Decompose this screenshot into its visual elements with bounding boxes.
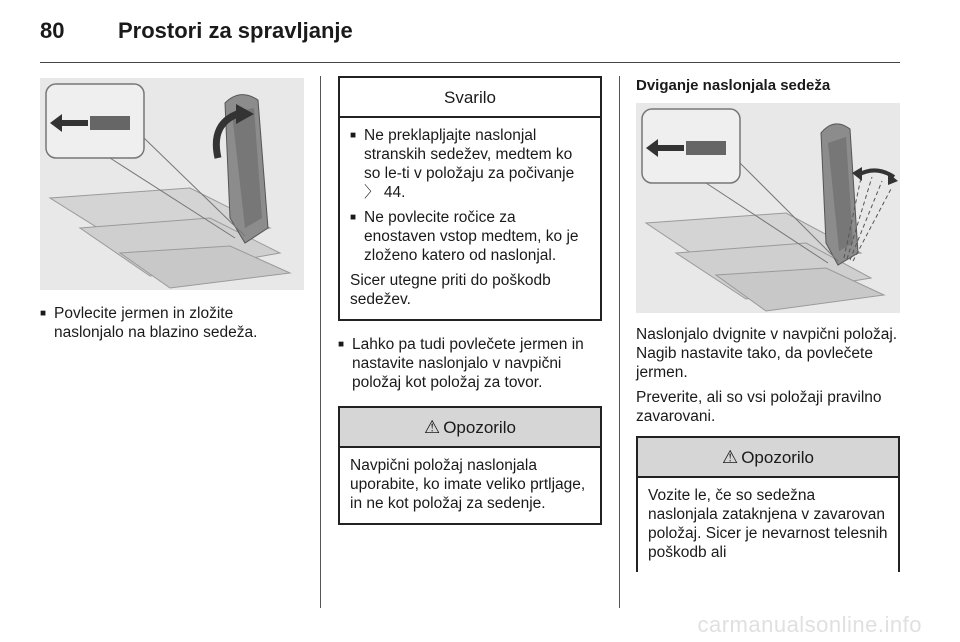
subheading: Dviganje naslonjala sedeža [636, 77, 831, 94]
page-header [40, 18, 353, 48]
page-number: 80 [40, 18, 65, 43]
page-ref-arrow-icon: 〉 [364, 184, 380, 201]
seat-raise-illustration [636, 103, 900, 313]
warning-body: Vozite le, če so sedežna naslonjala zataknjena v zavarovan položaj. Sicer je nevarnost telesnih poškodb ali [648, 487, 888, 561]
notice-bullet-2: ■ Ne povlecite ročice za enostaven vstop medtem, ko je zloženo katero od naslonjal. [350, 209, 579, 264]
notice-bullet-1: ■ Ne preklapljajte naslonjal stranskih sedežev, medtem ko so le-ti v položaju za počivanje 〉 44. [350, 127, 575, 201]
seat-fold-illustration [40, 78, 304, 290]
column-2 [338, 76, 602, 539]
warning-box [636, 436, 900, 572]
section-title: Prostori za spravljanje [118, 18, 353, 43]
warning-box [338, 406, 602, 525]
bullet-square-icon: ■ [350, 212, 357, 223]
column-3 [636, 76, 900, 572]
warning-body: Navpični položaj naslonjala uporabite, ko imate veliko prtljage, in ne kot položaj za sedenje. [350, 457, 586, 512]
instruction-bullet: ■ Povlecite jermen in zložite naslonjalo na blazino sedeža. [40, 305, 258, 341]
column-divider-2 [619, 76, 620, 608]
paragraph-1: Naslonjalo dvignite v navpični položaj. Nagib nastavite tako, da povlečete jermen. [636, 326, 898, 381]
page-ref[interactable]: 44. [383, 184, 406, 201]
watermark: carmanualsonline.info [697, 612, 922, 637]
warning-triangle-icon: ⚠ [424, 416, 441, 437]
bullet-square-icon: ■ [338, 339, 345, 350]
notice-footer: Sicer utegne priti do poškodb sedežev. [350, 272, 551, 308]
warning-title: ⚠ Opozorilo [638, 438, 898, 478]
bullet-square-icon: ■ [40, 308, 47, 319]
paragraph-2: Preverite, ali so vsi položaji pravilno zavarovani. [636, 389, 882, 425]
notice-title: Svarilo [340, 78, 600, 118]
warning-triangle-icon: ⚠ [722, 446, 739, 467]
column-divider-1 [320, 76, 321, 608]
instruction-bullet: ■ Lahko pa tudi povlečete jermen in nastavite naslonjalo v navpični položaj kot položaj za tovor. [338, 336, 584, 391]
warning-title: ⚠ Opozorilo [340, 408, 600, 448]
notice-box [338, 76, 602, 321]
bullet-square-icon: ■ [350, 130, 357, 141]
header-divider [40, 62, 900, 63]
column-1 [40, 78, 304, 346]
